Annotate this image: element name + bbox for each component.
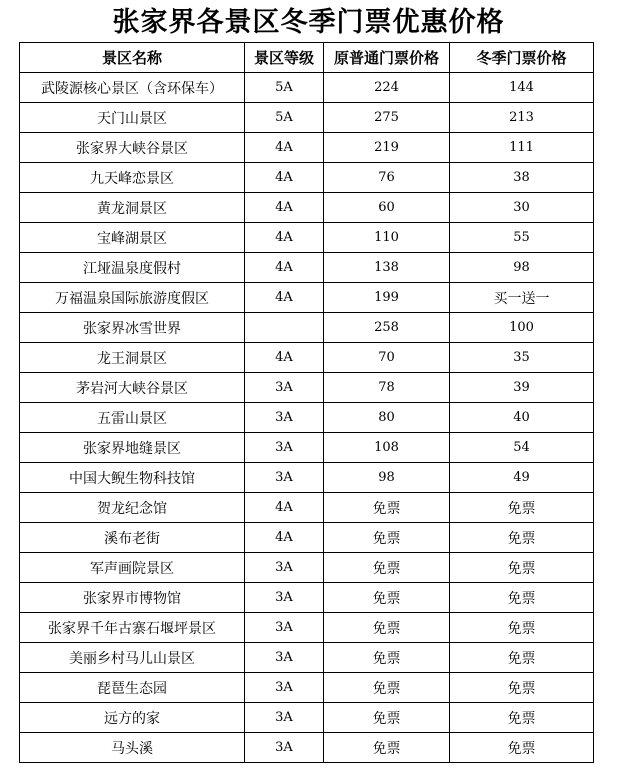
original-price-cell: 258 — [324, 313, 450, 343]
original-price-cell: 免票 — [324, 673, 450, 703]
scenic-level-cell: 3A — [245, 403, 324, 433]
table-row — [20, 643, 594, 673]
table-row — [20, 673, 594, 703]
scenic-level-cell: 3A — [245, 373, 324, 403]
scenic-spot-name-cell: 远方的家 — [20, 703, 245, 733]
winter-price-cell: 111 — [450, 133, 594, 163]
scenic-level-cell: 3A — [245, 673, 324, 703]
table-row — [20, 493, 594, 523]
winter-price-cell: 35 — [450, 343, 594, 373]
scenic-level-cell: 4A — [245, 163, 324, 193]
scenic-spot-name-cell: 马头溪 — [20, 733, 245, 763]
winter-price-cell: 免票 — [450, 613, 594, 643]
scenic-level-cell — [245, 313, 324, 343]
scenic-spot-name-cell: 万福温泉国际旅游度假区 — [20, 283, 245, 313]
table-row — [20, 373, 594, 403]
winter-price-cell: 免票 — [450, 643, 594, 673]
original-price-cell: 免票 — [324, 643, 450, 673]
scenic-spot-name-cell: 江垭温泉度假村 — [20, 253, 245, 283]
table-row — [20, 433, 594, 463]
column-header-winter-price: 冬季门票价格 — [450, 43, 594, 73]
original-price-cell: 免票 — [324, 613, 450, 643]
winter-price-cell: 55 — [450, 223, 594, 253]
scenic-level-cell: 3A — [245, 733, 324, 763]
original-price-cell: 免票 — [324, 523, 450, 553]
scenic-level-cell: 4A — [245, 133, 324, 163]
winter-price-cell: 40 — [450, 403, 594, 433]
table-row — [20, 73, 594, 103]
winter-price-cell: 144 — [450, 73, 594, 103]
original-price-cell: 免票 — [324, 703, 450, 733]
original-price-cell: 224 — [324, 73, 450, 103]
scenic-level-cell: 4A — [245, 283, 324, 313]
winter-price-cell: 39 — [450, 373, 594, 403]
winter-price-cell: 免票 — [450, 733, 594, 763]
table-row — [20, 523, 594, 553]
scenic-level-cell: 4A — [245, 223, 324, 253]
scenic-level-cell: 4A — [245, 523, 324, 553]
scenic-level-cell: 3A — [245, 703, 324, 733]
table-row — [20, 223, 594, 253]
original-price-cell: 免票 — [324, 553, 450, 583]
scenic-spot-name-cell: 溪布老街 — [20, 523, 245, 553]
table-row — [20, 403, 594, 433]
original-price-cell: 80 — [324, 403, 450, 433]
page-title: 张家界各景区冬季门票优惠价格 — [112, 7, 505, 38]
table-row — [20, 163, 594, 193]
scenic-spot-name-cell: 宝峰湖景区 — [20, 223, 245, 253]
original-price-cell: 219 — [324, 133, 450, 163]
scenic-level-cell: 4A — [245, 193, 324, 223]
original-price-cell: 免票 — [324, 583, 450, 613]
table-row — [20, 313, 594, 343]
original-price-cell: 免票 — [324, 493, 450, 523]
original-price-cell: 110 — [324, 223, 450, 253]
table-row — [20, 553, 594, 583]
scenic-level-cell: 4A — [245, 253, 324, 283]
scenic-level-cell: 4A — [245, 493, 324, 523]
scenic-spot-name-cell: 茅岩河大峡谷景区 — [20, 373, 245, 403]
table-row — [20, 343, 594, 373]
scenic-spot-name-cell: 天门山景区 — [20, 103, 245, 133]
winter-price-cell: 免票 — [450, 703, 594, 733]
winter-price-cell: 100 — [450, 313, 594, 343]
original-price-cell: 199 — [324, 283, 450, 313]
scenic-level-cell: 3A — [245, 613, 324, 643]
winter-price-cell: 免票 — [450, 523, 594, 553]
scenic-level-cell: 3A — [245, 433, 324, 463]
original-price-cell: 78 — [324, 373, 450, 403]
winter-price-cell: 98 — [450, 253, 594, 283]
scenic-spot-name-cell: 五雷山景区 — [20, 403, 245, 433]
scenic-spot-name-cell: 贺龙纪念馆 — [20, 493, 245, 523]
scenic-spot-name-cell: 张家界大峡谷景区 — [20, 133, 245, 163]
winter-price-cell: 免票 — [450, 553, 594, 583]
scenic-spot-name-cell: 龙王洞景区 — [20, 343, 245, 373]
column-header-name: 景区名称 — [20, 43, 245, 73]
table-row — [20, 583, 594, 613]
scenic-spot-name-cell: 张家界冰雪世界 — [20, 313, 245, 343]
scenic-spot-name-cell: 美丽乡村马儿山景区 — [20, 643, 245, 673]
scenic-spot-name-cell: 军声画院景区 — [20, 553, 245, 583]
original-price-cell: 60 — [324, 193, 450, 223]
winter-price-cell: 买一送一 — [450, 283, 594, 313]
original-price-cell: 免票 — [324, 733, 450, 763]
original-price-cell: 98 — [324, 463, 450, 493]
winter-price-cell: 免票 — [450, 673, 594, 703]
original-price-cell: 108 — [324, 433, 450, 463]
scenic-spot-name-cell: 黄龙洞景区 — [20, 193, 245, 223]
table-header-row — [20, 43, 594, 73]
winter-price-cell: 213 — [450, 103, 594, 133]
scenic-spot-name-cell: 九天峰恋景区 — [20, 163, 245, 193]
table-row — [20, 733, 594, 763]
table-row — [20, 103, 594, 133]
winter-price-cell: 49 — [450, 463, 594, 493]
scenic-spot-name-cell: 张家界地缝景区 — [20, 433, 245, 463]
scenic-spot-name-cell: 武陵源核心景区（含环保车） — [20, 73, 245, 103]
scenic-level-cell: 4A — [245, 343, 324, 373]
original-price-cell: 138 — [324, 253, 450, 283]
original-price-cell: 70 — [324, 343, 450, 373]
table-body — [20, 73, 594, 763]
table-row — [20, 283, 594, 313]
scenic-level-cell: 3A — [245, 583, 324, 613]
table-row — [20, 253, 594, 283]
table-row — [20, 193, 594, 223]
table-row — [20, 613, 594, 643]
table-row — [20, 463, 594, 493]
scenic-spot-name-cell: 张家界千年古寨石堰坪景区 — [20, 613, 245, 643]
scenic-spot-name-cell: 张家界市博物馆 — [20, 583, 245, 613]
original-price-cell: 275 — [324, 103, 450, 133]
column-header-original-price: 原普通门票价格 — [324, 43, 450, 73]
winter-price-cell: 54 — [450, 433, 594, 463]
table-row — [20, 133, 594, 163]
scenic-level-cell: 5A — [245, 73, 324, 103]
ticket-price-table — [19, 42, 594, 763]
winter-price-cell: 免票 — [450, 583, 594, 613]
scenic-spot-name-cell: 琵琶生态园 — [20, 673, 245, 703]
winter-price-cell: 30 — [450, 193, 594, 223]
scenic-level-cell: 3A — [245, 553, 324, 583]
scenic-level-cell: 3A — [245, 463, 324, 493]
table-row — [20, 703, 594, 733]
winter-price-cell: 免票 — [450, 493, 594, 523]
original-price-cell: 76 — [324, 163, 450, 193]
scenic-level-cell: 3A — [245, 643, 324, 673]
scenic-spot-name-cell: 中国大鲵生物科技馆 — [20, 463, 245, 493]
scenic-level-cell: 5A — [245, 103, 324, 133]
winter-price-cell: 38 — [450, 163, 594, 193]
column-header-level: 景区等级 — [245, 43, 324, 73]
